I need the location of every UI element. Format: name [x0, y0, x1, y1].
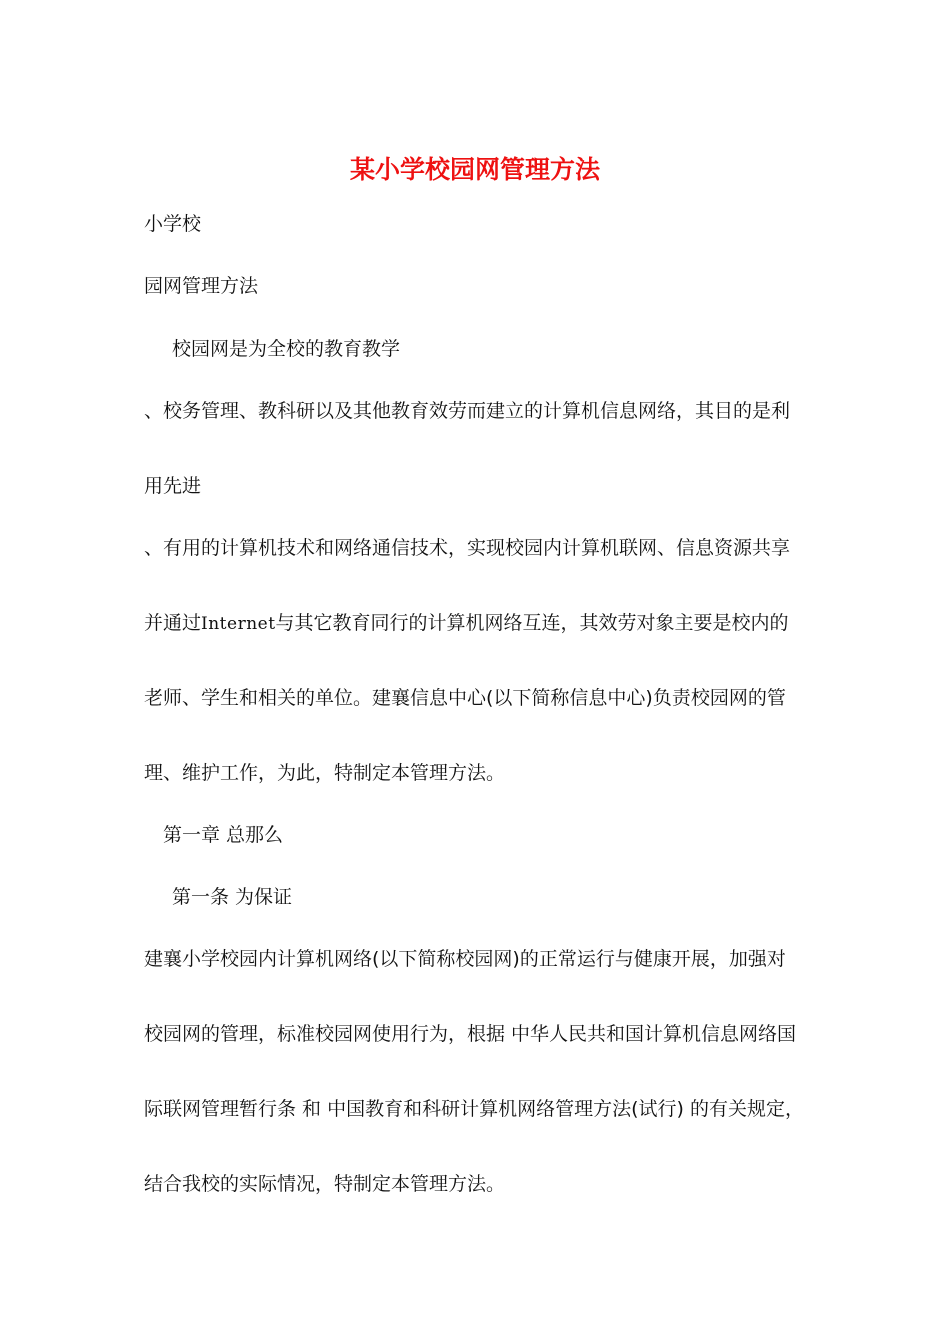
paragraph-line: 际联网管理暂行条 和 中国教育和科研计算机网络管理方法(试行) 的有关规定， [144, 1098, 804, 1120]
paragraph-line: 建襄小学校园内计算机网络(以下简称校园网)的正常运行与健康开展，加强对 [144, 948, 786, 970]
paragraph-line [144, 610, 789, 637]
paragraph-line: 校园网的管理，标准校园网使用行为，根据 中华人民共和国计算机信息网络国 [144, 1023, 797, 1045]
chapter-heading: 第一章 总那么 [163, 824, 284, 846]
paragraph-line: 结合我校的实际情况，特制定本管理方法。 [144, 1173, 506, 1195]
paragraph-line: 、校务管理、教科研以及其他教育效劳而建立的计算机信息网络，其目的是利 [144, 400, 791, 422]
text-segment: 并通过 [144, 612, 202, 634]
paragraph-line: 用先进 [144, 475, 202, 497]
paragraph-line: 校园网是为全校的教育教学 [172, 338, 401, 360]
paragraph-line: 、有用的计算机技术和网络通信技术，实现校园内计算机联网、信息资源共享 [144, 537, 791, 559]
paragraph-line: 理、维护工作，为此，特制定本管理方法。 [144, 762, 506, 784]
text-segment: 与其它教育同行的计算机网络互连，其效劳对象主要是校内的 [275, 612, 789, 634]
document-title: 某小学校园网管理方法 [349, 155, 600, 184]
paragraph-line: 老师、学生和相关的单位。建襄信息中心(以下简称信息中心)负责校园网的管 [144, 687, 786, 709]
paragraph-line: 园网管理方法 [144, 275, 259, 297]
internet-word: Internet [201, 614, 276, 634]
paragraph-line: 小学校 [144, 213, 202, 235]
article-heading: 第一条 为保证 [172, 886, 293, 908]
